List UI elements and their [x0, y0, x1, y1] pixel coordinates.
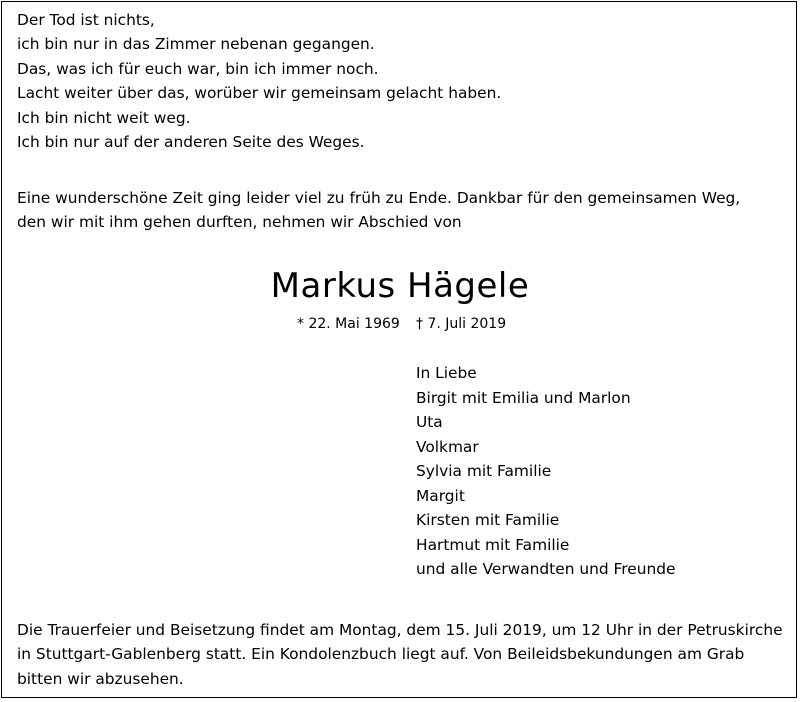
- funeral-line: bitten wir abzusehen.: [17, 669, 184, 688]
- funeral-info: [17, 618, 783, 691]
- intro-line: Eine wunderschöne Zeit ging leider viel zu früh zu Ende. Dankbar für den gemeinsamen Weg,: [17, 189, 741, 207]
- poem-line: ich bin nur in das Zimmer nebenan gegangen.: [17, 35, 375, 54]
- birth-date: * 22. Mai 1969: [297, 316, 400, 332]
- intro-line: den wir mit ihm gehen durften, nehmen wir Abschied von: [17, 213, 462, 232]
- mourner-line: Volkmar: [416, 437, 479, 456]
- mourners-list: [416, 361, 675, 582]
- poem-line: Ich bin nur auf der anderen Seite des Weges.: [17, 133, 365, 152]
- funeral-line: in Stuttgart-Gablenberg statt. Ein Kondolenzbuch liegt auf. Von Beileidsbekundungen am Grab: [17, 645, 745, 664]
- mourner-line: Sylvia mit Familie: [416, 462, 552, 480]
- deceased-name: Markus Hägele: [270, 266, 530, 306]
- mourner-line: Uta: [416, 413, 443, 431]
- mourner-line: Kirsten mit Familie: [416, 511, 560, 529]
- death-date: † 7. Juli 2019: [416, 316, 507, 332]
- poem-line: Das, was ich für euch war, bin ich immer noch.: [17, 59, 379, 78]
- mourner-line: Hartmut mit Familie: [416, 535, 570, 554]
- funeral-line: Die Trauerfeier und Beisetzung findet am Montag, dem 15. Juli 2019, um 12 Uhr in der Petruskirche: [17, 621, 783, 639]
- mourner-line: Birgit mit Emilia und Marlon: [416, 388, 631, 407]
- poem-line: Der Tod ist nichts,: [17, 11, 155, 29]
- mourner-line: und alle Verwandten und Freunde: [416, 560, 676, 578]
- mourner-line: Margit: [416, 486, 465, 505]
- mourner-line: In Liebe: [416, 364, 477, 382]
- poem-text: [17, 8, 501, 154]
- poem-line: Lacht weiter über das, worüber wir gemeinsam gelacht haben.: [17, 84, 502, 103]
- intro-paragraph: [17, 186, 740, 235]
- poem-line: Ich bin nicht weit weg.: [17, 108, 191, 127]
